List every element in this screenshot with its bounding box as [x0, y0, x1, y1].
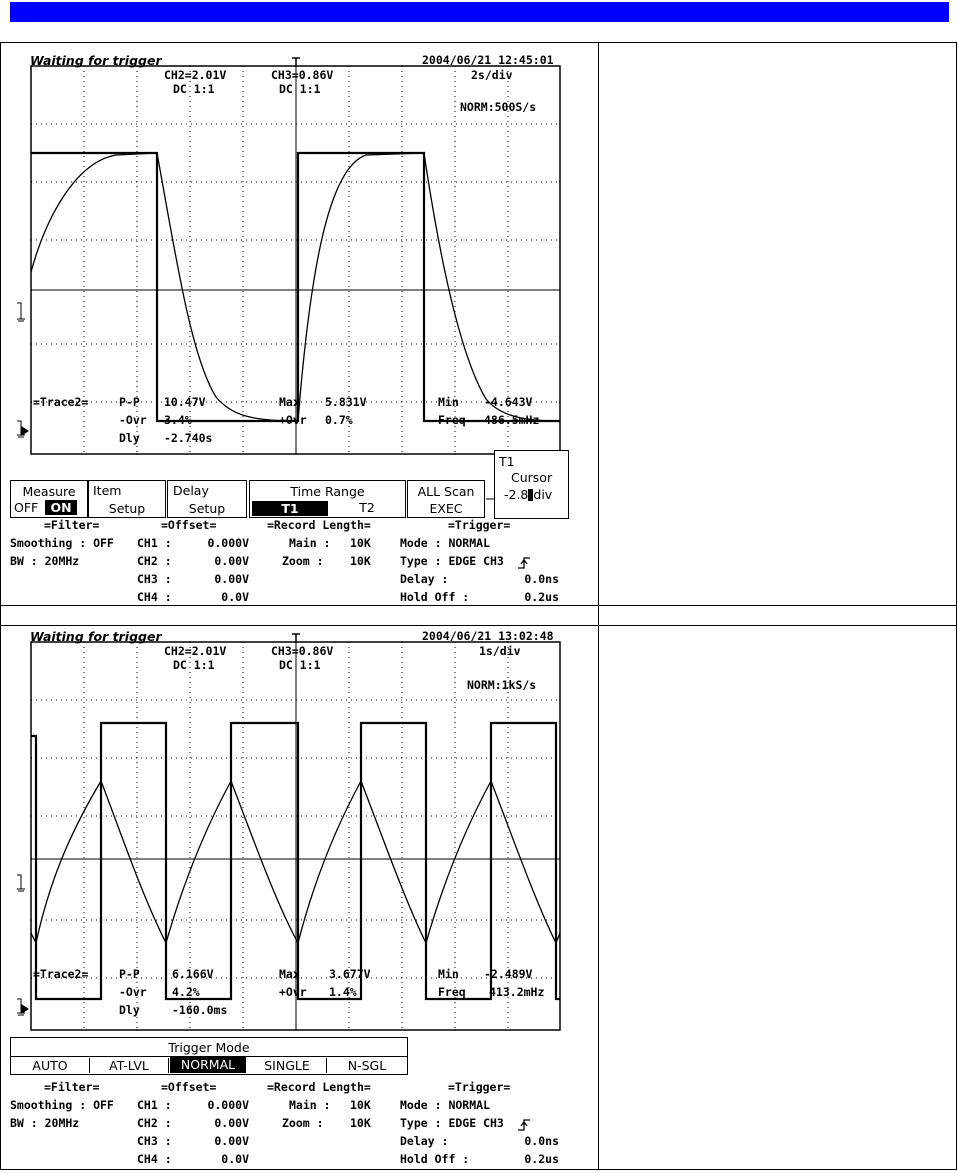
scope-1-timebase: 2s/div [471, 68, 513, 82]
scope-1-min-value: -4.643V [484, 395, 533, 409]
t2-option[interactable]: T2 [359, 500, 375, 515]
ch2-offset-label: CH2 : [137, 554, 172, 568]
trigger-heading: =Trigger= [448, 518, 511, 532]
scope-2-datetime: 2004/06/21 13:02:48 [422, 629, 554, 643]
trigger-holdoff-label: Hold Off : [400, 1152, 470, 1166]
delay-setup-softkey[interactable] [167, 480, 247, 518]
filter-heading: =Filter= [44, 1080, 100, 1094]
ch3-offset-value: 0.00V [214, 572, 249, 586]
trigger-holdoff-value: 0.2us [524, 590, 559, 604]
all-scan-softkey[interactable] [407, 480, 485, 518]
trigger-delay-value: 0.0ns [524, 572, 559, 586]
ch3-offset-label: CH3 : [137, 1134, 172, 1148]
item-label: Item [93, 483, 122, 498]
trigger-holdoff-value: 0.2us [524, 1152, 559, 1166]
zoom-record-value: 10K [350, 1116, 371, 1130]
time-range-softkey[interactable] [249, 480, 406, 518]
scope-2-pp-value: 6.166V [172, 967, 214, 981]
measure-label: Measure [22, 484, 76, 499]
scope-2-ch2-coupling: DC 1:1 [173, 658, 215, 672]
scope-2-pp-label: P-P [119, 967, 140, 981]
zoom-record-label: Zoom : [282, 554, 324, 568]
trigger-atlvl-option[interactable]: AT-LVL [90, 1058, 169, 1073]
scope-1-max-value: 5.831V [325, 395, 367, 409]
trigger-mode: Mode : NORMAL [400, 1098, 491, 1112]
scope-1-povr-value: 0.7% [325, 413, 353, 427]
bandwidth-setting: BW : 20MHz [10, 1116, 80, 1130]
scope-2-povr-value: 1.4% [329, 985, 357, 999]
scope-2-graticule [6, 633, 593, 1153]
all-scan-label: ALL Scan [417, 484, 475, 499]
scope-2-novr-value: 4.2% [172, 985, 200, 999]
scope-2-max-label: Max [279, 967, 300, 981]
scope-1-dly-label: Dly [119, 431, 140, 445]
measure-softkey[interactable] [10, 480, 88, 518]
cursor-label: Cursor [511, 470, 553, 485]
scope-1-ch3-coupling: DC 1:1 [279, 82, 321, 96]
time-range-label: Time Range [290, 484, 365, 499]
item-setup-label: Setup [108, 501, 146, 516]
scope-1-novr-value: 3.4% [164, 413, 192, 427]
ch3-offset-value: 0.00V [214, 1134, 249, 1148]
main-record-value: 10K [350, 536, 371, 550]
main-record-label: Main : [289, 1098, 331, 1112]
smoothing-setting: Smoothing : OFF [10, 536, 114, 550]
t1-cursor-box[interactable] [494, 450, 569, 519]
offset-heading: =Offset= [161, 1080, 217, 1094]
ch2-offset-value: 0.00V [214, 1116, 249, 1130]
delay-setup-label: Setup [188, 501, 226, 516]
trigger-nsgl-option[interactable]: N-SGL [347, 1058, 387, 1073]
smoothing-setting: Smoothing : OFF [10, 1098, 114, 1112]
scope-2-ch3-coupling: DC 1:1 [279, 658, 321, 672]
ch1-offset-value: 0.000V [207, 1098, 249, 1112]
scope-2-povr-label: +Ovr [279, 985, 307, 999]
scope-1-novr-label: -Ovr [119, 413, 147, 427]
row-divider [1, 605, 956, 606]
bandwidth-setting: BW : 20MHz [10, 554, 80, 568]
scope-2-timebase: 1s/div [479, 644, 521, 658]
measure-off[interactable]: OFF [14, 500, 39, 515]
trigger-mode-menu [10, 1037, 408, 1075]
ch1-offset-label: CH1 : [137, 536, 172, 550]
record-heading: =Record Length= [267, 1080, 371, 1094]
scope-1-status: Waiting for trigger [30, 53, 162, 68]
trigger-holdoff-label: Hold Off : [400, 590, 470, 604]
scope-1-ch2-coupling: DC 1:1 [173, 82, 215, 96]
scope-1-dly-value: -2.740s [164, 431, 213, 445]
cursor-title: T1 [499, 454, 515, 469]
scope-1-povr-label: +Ovr [279, 413, 307, 427]
header-banner [10, 2, 949, 22]
scope-2-sample-rate: NORM:1kS/s [467, 678, 537, 692]
ch1-offset-value: 0.000V [207, 536, 249, 550]
scope-1-ch2-scale: CH2=2.01V [164, 68, 227, 82]
scope-1-ch3-scale: CH3=0.86V [271, 68, 334, 82]
scope-1-freq-label: Freq [438, 413, 466, 427]
scope-2-min-label: Min [438, 967, 459, 981]
trigger-delay-value: 0.0ns [524, 1134, 559, 1148]
exec-label: EXEC [429, 501, 463, 516]
trigger-mode: Mode : NORMAL [400, 536, 491, 550]
scope-2-min-value: -2.489V [484, 967, 533, 981]
ch4-offset-value: 0.0V [221, 1152, 249, 1166]
oscilloscope-screenshot-2 [6, 629, 593, 1166]
item-setup-softkey[interactable] [88, 480, 166, 518]
trigger-delay-label: Delay : [400, 572, 449, 586]
ch1-offset-label: CH1 : [137, 1098, 172, 1112]
scope-2-trace-label: =Trace2= [33, 967, 89, 981]
scope-1-max-label: Max [279, 395, 300, 409]
trigger-mode-title: Trigger Mode [168, 1040, 250, 1055]
main-record-value: 10K [350, 1098, 371, 1112]
scope-2-ch2-scale: CH2=2.01V [164, 644, 227, 658]
t1-option[interactable]: T1 [252, 501, 328, 516]
ch4-offset-value: 0.0V [221, 590, 249, 604]
trigger-delay-label: Delay : [400, 1134, 449, 1148]
trigger-type: Type : EDGE CH3 [400, 554, 504, 568]
scope-1-trace-label: =Trace2= [33, 395, 89, 409]
trigger-heading: =Trigger= [448, 1080, 511, 1094]
scope-1-sample-rate: NORM:500S/s [460, 100, 537, 114]
scope-1-min-label: Min [438, 395, 459, 409]
ch2-offset-value: 0.00V [214, 554, 249, 568]
record-heading: =Record Length= [267, 518, 371, 532]
trigger-auto-option[interactable]: AUTO [11, 1058, 90, 1073]
trigger-type: Type : EDGE CH3 [400, 1116, 504, 1130]
filter-heading: =Filter= [44, 518, 100, 532]
zoom-record-value: 10K [350, 554, 371, 568]
scope-2-freq-value: 413.2mHz [489, 985, 545, 999]
scope-2-status: Waiting for trigger [30, 629, 162, 644]
zoom-record-label: Zoom : [282, 1116, 324, 1130]
main-record-label: Main : [289, 536, 331, 550]
delay-label: Delay [173, 483, 209, 498]
ch3-offset-label: CH3 : [137, 572, 172, 586]
scope-2-max-value: 3.677V [329, 967, 371, 981]
scope-2-freq-label: Freq [438, 985, 466, 999]
scope-2-ch3-scale: CH3=0.86V [271, 644, 334, 658]
ch4-offset-label: CH4 : [137, 1152, 172, 1166]
scope-1-pp-label: P-P [119, 395, 140, 409]
scope-2-dly-value: -160.0ms [172, 1003, 228, 1017]
oscilloscope-screenshot-1 [6, 53, 593, 604]
scope-1-pp-value: 10.47V [164, 395, 206, 409]
ch2-offset-label: CH2 : [137, 1116, 172, 1130]
offset-heading: =Offset= [161, 518, 217, 532]
scope-1-freq-value: 486.5mHz [484, 413, 540, 427]
scope-2-dly-label: Dly [119, 1003, 140, 1017]
cursor-value[interactable]: -2.8 div [504, 487, 553, 502]
ch4-offset-label: CH4 : [137, 590, 172, 604]
trigger-normal-option[interactable]: NORMAL [170, 1057, 246, 1073]
column-divider [598, 43, 599, 1169]
row-divider [1, 625, 956, 626]
measure-on[interactable]: ON [45, 500, 77, 515]
trigger-single-option[interactable]: SINGLE [248, 1058, 327, 1073]
scope-1-datetime: 2004/06/21 12:45:01 [422, 53, 554, 67]
scope-2-novr-label: -Ovr [119, 985, 147, 999]
